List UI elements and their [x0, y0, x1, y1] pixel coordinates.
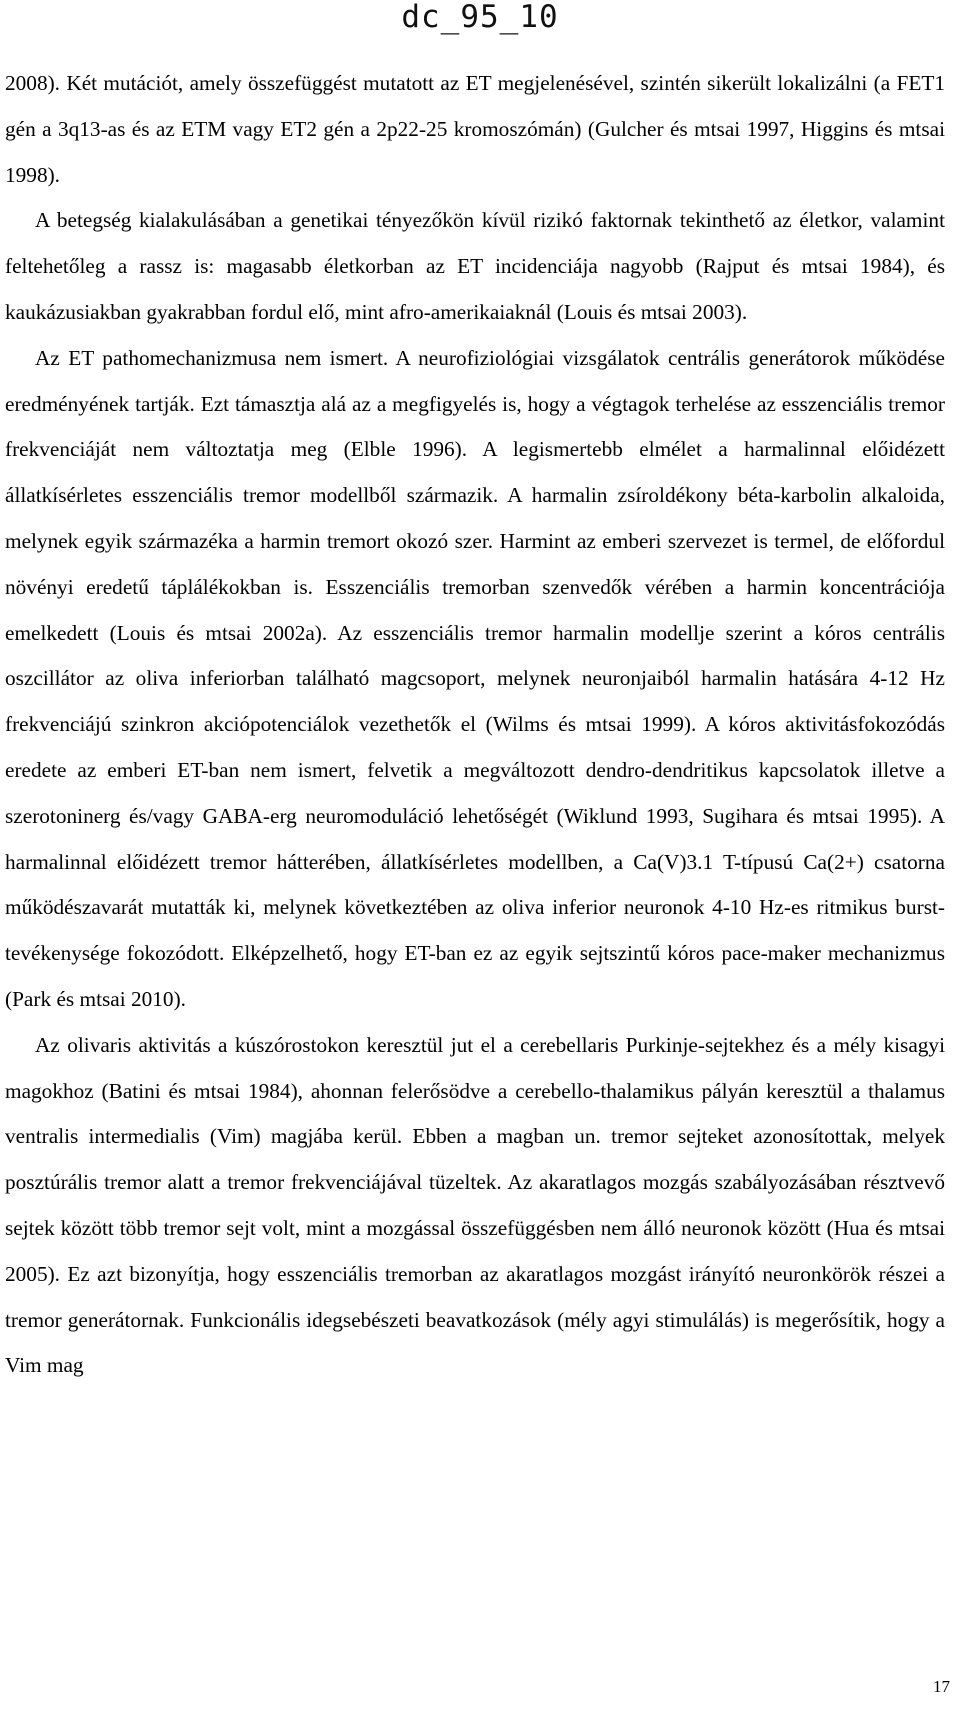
paragraph-risk-factors: A betegség kialakulásában a genetikai tényezőkön kívül rizikó faktornak tekinthető az életkor, valamint feltehetőleg a rassz is: magasabb életkorban az ET incidenciája nagyobb (Rajput és mtsai 1984), és kaukázusiakban gyakrabban fordul elő, mint afro-amerikaiaknál (Louis és mtsai 2003). — [5, 208, 945, 324]
document-id-header: dc_95_10 — [401, 0, 559, 35]
paragraph-olivary-activity: Az olivaris aktivitás a kúszórostokon keresztül jut el a cerebellaris Purkinje-sejtekhez és a mély kisagyi magokhoz (Batini és mtsai 1984), ahonnan felerősödve a cerebello-thalamikus pályán keresztül a thalamus ventralis intermedialis (Vim) magjába kerül. Ebben a magban un. tremor sejteket azonosítottak, melyek posztúrális tremor alatt a tremor frekvenciájával tüzeltek. Az akaratlagos mozgás szabályozásában résztvevő sejtek között több tremor sejt volt, mint a mozgással összefüggésben nem álló neuronok között (Hua és mtsai 2005). Ez azt bizonyítja, hogy esszenciális tremorban az akaratlagos mozgást irányító neuronkörök részei a tremor generátornak. Funkcionális idegsebészeti beavatkozások (mély agyi stimulálás) is megerősítik, hogy a Vim mag — [5, 1032, 945, 1378]
paragraph-genetics-continuation: 2008). Két mutációt, amely összefüggést mutatott az ET megjelenésével, szintén sikerült lokalizálni (a FET1 gén a 3q13-as és az ETM vagy ET2 gén a 2p22-25 kromoszómán) (Gulcher és mtsai 1997, Higgins és mtsai 1998). — [5, 71, 945, 187]
page-number: 17 — [933, 1677, 950, 1696]
paragraph-pathomechanism: Az ET pathomechanizmusa nem ismert. A neurofiziológiai vizsgálatok centrális generátorok működése eredményének tartják. Ezt támasztja alá az a megfigyelés is, hogy a végtagok terhelése az esszenciális tremor frekvenciáját nem változtatja meg (Elble 1996). A legismertebb elmélet a harmalinnal előidézett állatkísérletes esszenciális tremor modellből származik. A harmalin zsíroldékony béta-karbolin alkaloida, melynek egyik származéka a harmin tremort okozó szer. Harmint az emberi szervezet is termel, de előfordul növényi eredetű táplálékokban is. Esszenciális tremorban szenvedők vérében a harmin koncentrációja emelkedett (Louis és mtsai 2002a). Az esszenciális tremor harmalin modellje szerint a kóros centrális oszcillátor az oliva inferiorban található magcsoport, melynek neuronjaiból harmalin hatására 4-12 Hz frekvenciájú szinkron akciópotenciálok vezethetők el (Wilms és mtsai 1999). A kóros aktivitásfokozódás eredete az emberi ET-ban nem ismert, felvetik a megváltozott dendro-dendritikus kapcsolatok illetve a szerotoninerg és/vagy GABA-erg neuromoduláció lehetőségét (Wiklund 1993, Sugihara és mtsai 1995). A harmalinnal előidézett tremor hátterében, állatkísérletes modellben, a Ca(V)3.1 T-típusú Ca(2+) csatorna működészavarát mutatták ki, melynek következtében az oliva inferior neuronok 4-10 Hz-es ritmikus burst-tevékenysége fokozódott. Elképzelhető, hogy ET-ban ez az egyik sejtszintű kóros pace-maker mechanizmus (Park és mtsai 2010). — [5, 345, 945, 1011]
page-body — [5, 61, 945, 1389]
